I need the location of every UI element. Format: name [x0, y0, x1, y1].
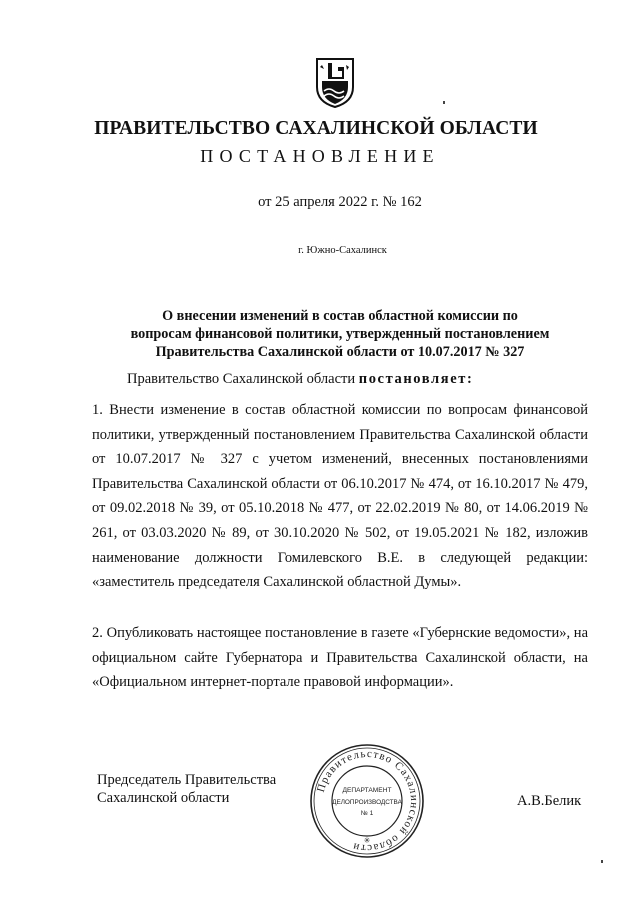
- subject-line: Правительства Сахалинской области от 10.07.2017 № 327: [155, 344, 525, 360]
- stamp-inner-line: ДЕПАРТАМЕНТ: [342, 787, 392, 794]
- document-subject: [100, 307, 580, 361]
- subject-line: вопросам финансовой политики, утвержденный постановлением: [130, 326, 550, 342]
- stamp-inner-line: ДЕЛОПРОИЗВОДСТВА: [332, 799, 402, 806]
- paragraph-1: 1. Внести изменение в состав областной комиссии по вопросам финансовой политики, утвержденный постановлением Правительства Сахалинской области от 10.07.2017 № 327 с учетом изменений, внесенных постановлениями Правительства Сахалинской области от 06.10.2017 № 474, от 16.10.2017 № 479, от 09.02.2018 № 39, от 05.10.2018 № 477, от 22.02.2019 № 80, от 14.06.2019 № 261, от 03.03.2020 № 89, от 30.10.2020 № 502, от 19.05.2021 № 182, изложив наименование должности Гомилевского В.Е. в следующей редакции: «заместитель председателя Сахалинской областной Думы».: [92, 402, 588, 591]
- document-date-number: от 25 апреля 2022 г. № 162: [258, 194, 422, 210]
- signatory-name: А.В.Белик: [517, 793, 582, 809]
- document-type: ПОСТАНОВЛЕНИЕ: [200, 146, 440, 166]
- document-city: г. Южно-Сахалинск: [298, 245, 387, 256]
- subject-line: О внесении изменений в состав областной комиссии по: [162, 308, 518, 324]
- scan-speck: [601, 860, 603, 863]
- stamp-inner-line: № 1: [360, 810, 374, 817]
- government-title: ПРАВИТЕЛЬСТВО САХАЛИНСКОЙ ОБЛАСТИ: [94, 118, 538, 139]
- signatory-position: [97, 771, 276, 807]
- official-stamp: [308, 742, 426, 860]
- scan-speck: [443, 101, 445, 104]
- preamble: [127, 371, 473, 388]
- preamble-text: Правительство Сахалинской области: [127, 371, 356, 387]
- coat-of-arms-icon: [314, 57, 356, 109]
- signatory-position-line: Сахалинской области: [97, 790, 230, 806]
- signatory-position-line: Председатель Правительства: [97, 772, 277, 788]
- stamp-ring-textpath: Правительство Сахалинской области: [314, 747, 421, 855]
- stamp-star-icon: ✳: [363, 836, 371, 845]
- paragraph-2: 2. Опубликовать настоящее постановление в газете «Губернские ведомости», на официальном сайте Губернатора и Правительства Сахалинской области, на «Официальном интернет-портале правовой информации».: [92, 625, 588, 691]
- preamble-action: постановляет:: [358, 371, 474, 387]
